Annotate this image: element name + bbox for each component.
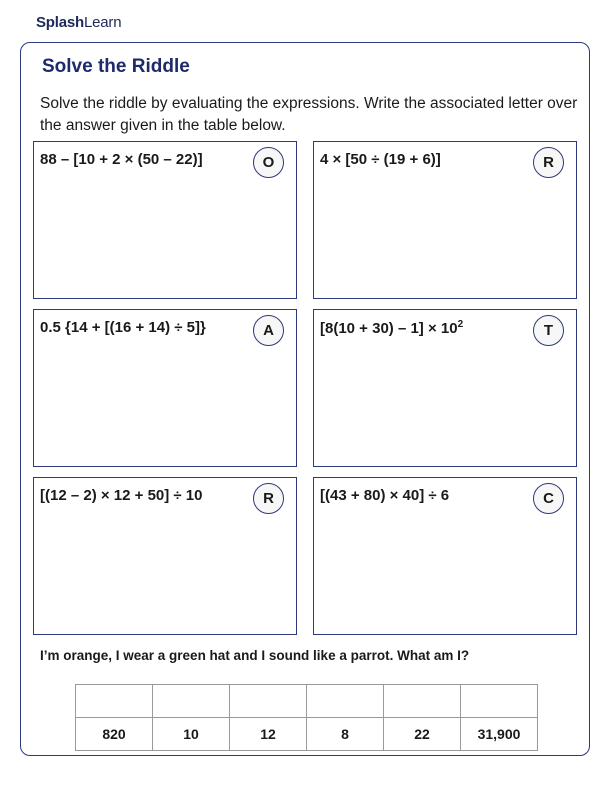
exponent: 2: [457, 319, 464, 330]
letter-badge: C: [533, 483, 564, 514]
answer-table: [75, 684, 538, 751]
answer-cell: 22: [384, 718, 461, 751]
answer-cell: 8: [307, 718, 384, 751]
answer-cell: 31,900: [461, 718, 538, 751]
letter-badge: A: [253, 315, 284, 346]
instructions-text: Solve the riddle by evaluating the expressions. Write the associated letter over the answer given in the table below.: [40, 95, 578, 134]
blank-cell[interactable]: [230, 685, 307, 718]
expression-box-t: [313, 309, 577, 467]
page-title: Solve the Riddle: [42, 56, 190, 77]
riddle-question: I’m orange, I wear a green hat and I sound like a parrot. What am I?: [40, 648, 470, 663]
blank-cell[interactable]: [384, 685, 461, 718]
letter-badge: O: [253, 147, 284, 178]
expression-box-o: [33, 141, 297, 299]
expression-box-a: [33, 309, 297, 467]
expression-text: [(43 + 80) × 40] ÷ 6: [320, 487, 450, 504]
blank-cell[interactable]: [461, 685, 538, 718]
expression-text: [320, 319, 463, 337]
blank-cell[interactable]: [76, 685, 153, 718]
answer-cell: 10: [153, 718, 230, 751]
letter-badge: T: [533, 315, 564, 346]
letter-badge: R: [533, 147, 564, 178]
blank-row: [76, 685, 538, 718]
answer-cell: 820: [76, 718, 153, 751]
answer-row: [76, 718, 538, 751]
expression-box-c: [313, 477, 577, 635]
expression-base: [8(10 + 30) – 1] × 10: [320, 320, 458, 337]
expression-text: 88 – [10 + 2 × (50 – 22)]: [40, 151, 203, 168]
letter-badge: R: [253, 483, 284, 514]
answer-cell: 12: [230, 718, 307, 751]
expression-text: 0.5 {14 + [(16 + 14) ÷ 5]}: [40, 319, 206, 336]
expression-box-r-2: [33, 477, 297, 635]
expression-text: 4 × [50 ÷ (19 + 6)]: [320, 151, 441, 168]
blank-cell[interactable]: [153, 685, 230, 718]
expression-box-r: [313, 141, 577, 299]
splashlearn-logo: SplashLearn: [36, 14, 122, 31]
blank-cell[interactable]: [307, 685, 384, 718]
expression-text: [(12 – 2) × 12 + 50] ÷ 10: [40, 487, 203, 504]
